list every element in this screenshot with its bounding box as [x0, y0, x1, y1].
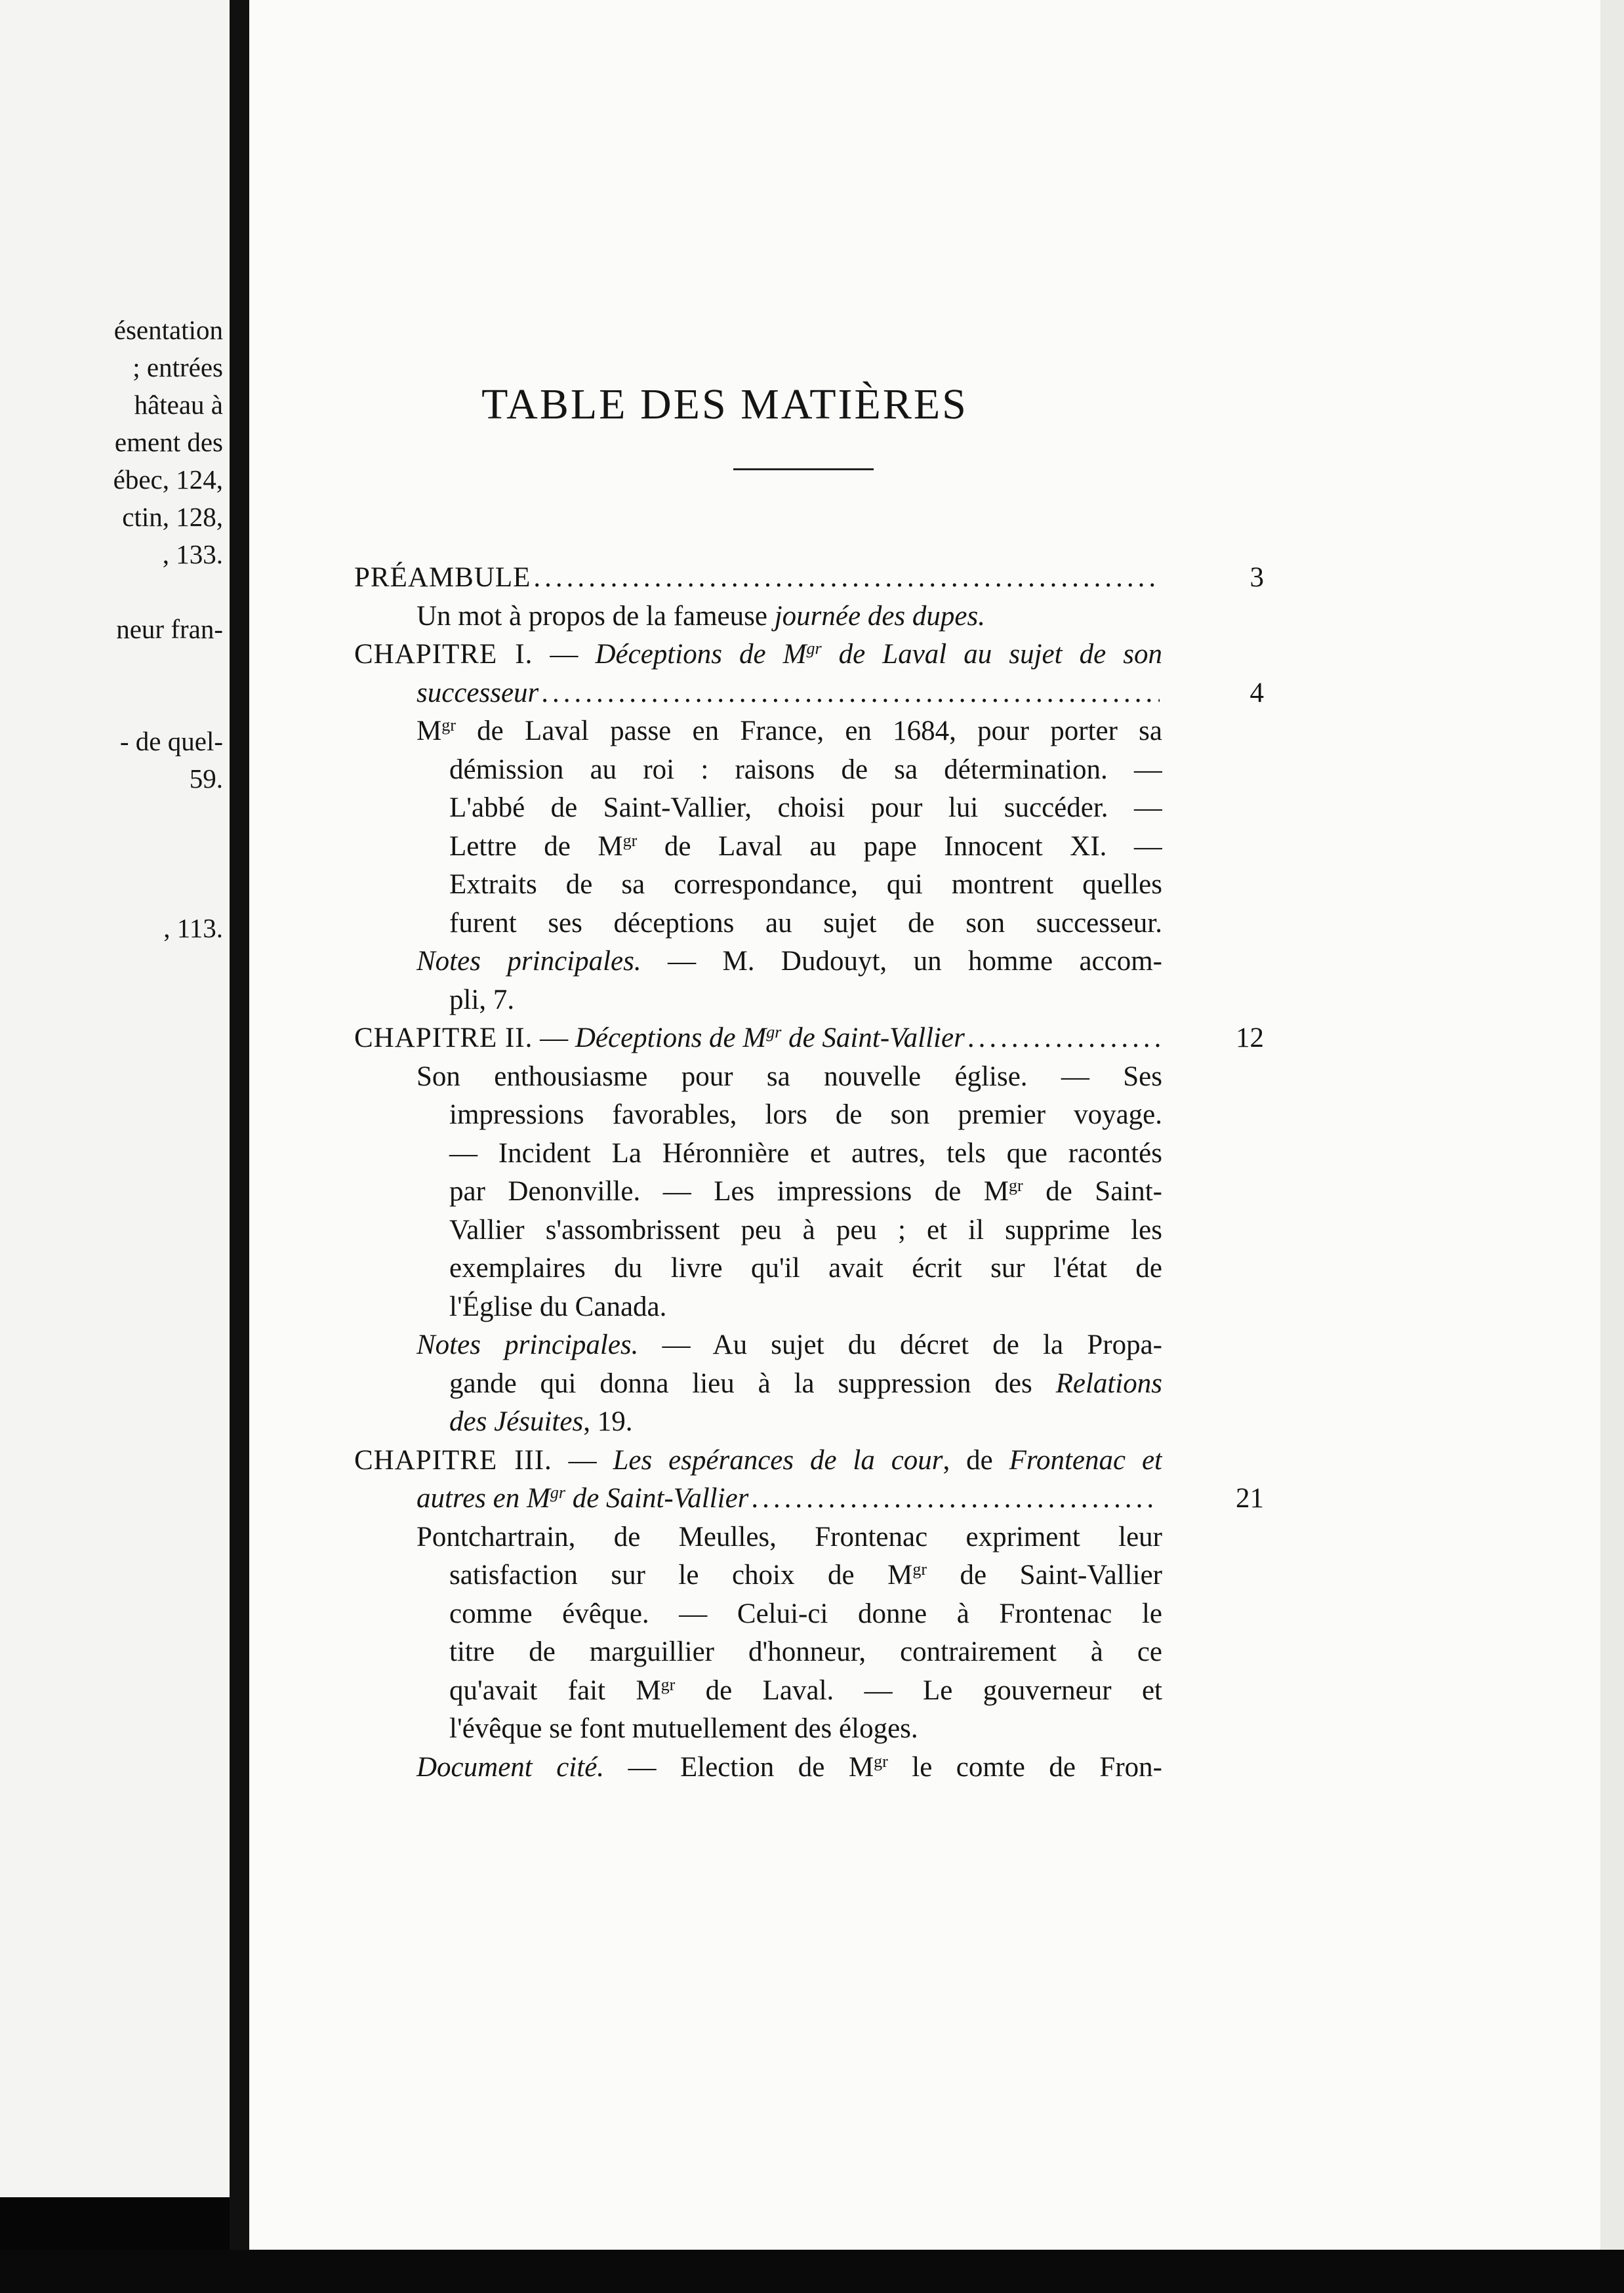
left-page-text-fragments	[0, 312, 223, 947]
book-gutter	[230, 0, 249, 2293]
left-fragment-line	[0, 648, 223, 685]
toc-entry-chapter-3[interactable]: CHAPITRE III. — Les espérances de la cour, de Frontenac et	[354, 1444, 1162, 1476]
summary-text: Un mot à propos de la fameuse	[416, 600, 775, 632]
entry-label: CHAPITRE I.	[354, 639, 533, 670]
notes-line: pli, 7.	[449, 984, 515, 1015]
left-fragment-line: neur fran-	[116, 614, 223, 644]
summary-italic: journée des dupes.	[774, 600, 985, 632]
left-fragment-line: 59.	[189, 763, 223, 794]
left-fragment-line: ; entrées	[132, 352, 223, 382]
left-fragment-line	[0, 573, 223, 611]
entry-summary	[354, 598, 1162, 636]
summary-line: L'abbé de Saint-Vallier, choisi pour lui succéder. —	[449, 792, 1162, 823]
summary-line: Extraits de sa correspondance, qui montrent quelles	[449, 869, 1162, 900]
summary-line: Lettre de $M^{gr}$ de Laval au pape Innocent XI. —	[449, 830, 1162, 862]
page-number: 12	[1236, 1023, 1264, 1053]
summary-line: l'Église du Canada.	[449, 1291, 667, 1322]
notes-line: des Jésuites, 19.	[449, 1406, 633, 1437]
chapter-title-end: successeur	[416, 677, 539, 708]
document-label: Document cité.	[416, 1751, 605, 1783]
notes-label: Notes principales.	[416, 946, 641, 977]
summary-line: qu'avait fait $M^{gr}$ de Laval. — Le gouverneur et	[449, 1674, 1162, 1706]
left-fragment-line: ement des	[114, 427, 223, 457]
summary-line: — Incident La Héronnière et autres, tels que racontés	[449, 1137, 1162, 1169]
left-fragment-line	[0, 685, 223, 723]
left-fragment-line	[0, 872, 223, 910]
toc-entry-chapter-1[interactable]: CHAPITRE I. — Déceptions de $M^{gr}$ de Laval au sujet de son	[354, 639, 1162, 670]
chapter-title-cont	[354, 1480, 1264, 1518]
left-fragment-line: - de quel-	[119, 726, 223, 756]
summary-line: impressions favorables, lors de son premier voyage.	[449, 1099, 1162, 1130]
summary-line: démission au roi : raisons de sa détermination. —	[449, 754, 1162, 785]
left-fragment-line	[0, 798, 223, 835]
summary-line: Pontchartrain, de Meulles, Frontenac expriment leur	[416, 1521, 1162, 1552]
summary-line: titre de marguillier d'honneur, contrairement à ce	[449, 1636, 1162, 1667]
left-page-edge	[0, 0, 230, 2197]
toc-entry-preambule[interactable]	[354, 559, 1264, 598]
page-number: 4	[1249, 677, 1264, 708]
left-fragment-line: ésentation	[113, 315, 223, 345]
title-divider	[733, 468, 874, 470]
notes-line: gande qui donna lieu à la suppression des Relations	[449, 1368, 1162, 1399]
notes-text: — Au sujet du décret de la Propa-	[638, 1329, 1162, 1360]
dot-leader	[967, 1019, 1160, 1058]
left-fragment-line: ébec, 124,	[113, 464, 223, 495]
page-number: 21	[1236, 1483, 1264, 1514]
summary-line: comme évêque. — Celui-ci donne à Frontenac le	[449, 1598, 1162, 1629]
summary-line: l'évêque se font mutuellement des éloges.	[449, 1713, 918, 1744]
left-fragment-line: , 133.	[162, 539, 223, 569]
notes-line	[354, 943, 1162, 981]
summary-line: Son enthousiasme pour sa nouvelle église. — Ses	[416, 1061, 1162, 1092]
summary-line: par Denonville. — Les impressions de $M^{gr}$ de Saint-	[449, 1176, 1162, 1207]
left-fragment-line: ctin, 128,	[122, 502, 223, 532]
chapter-title-cont	[354, 674, 1264, 713]
summary-line: $M^{gr}$ de Laval passe en France, en 1684, pour porter sa	[416, 716, 1162, 746]
left-fragment-line	[0, 835, 223, 872]
entry-label: PRÉAMBULE	[354, 562, 531, 593]
scan-border	[0, 2250, 1624, 2293]
summary-line: satisfaction sur le choix de $M^{gr}$ de Saint-Vallier	[449, 1560, 1162, 1591]
entry-label: CHAPITRE III.	[354, 1444, 552, 1476]
notes-line	[354, 1326, 1162, 1365]
dot-leader	[533, 559, 1160, 598]
notes-text: — M. Dudouyt, un homme accom-	[641, 946, 1162, 977]
document-line: Document cité. — Election de $M^{gr}$ le comte de Fron-	[416, 1751, 1162, 1783]
chapter-title: Déceptions de $M^{gr}$ de Laval au sujet de son	[595, 639, 1162, 670]
summary-line: exemplaires du livre qu'il avait écrit sur l'état de	[449, 1253, 1162, 1284]
chapter-title: Les espérances de la cour	[613, 1444, 943, 1476]
page-number: 3	[1249, 562, 1264, 593]
dot-leader	[751, 1480, 1160, 1518]
notes-label: Notes principales.	[416, 1329, 639, 1360]
chapter-title-end: autres en $M^{gr}$ de Saint-Vallier	[416, 1483, 749, 1514]
toc-entry-chapter-2[interactable]	[354, 1019, 1264, 1058]
summary-line: furent ses déceptions au sujet de son successeur.	[449, 907, 1162, 939]
entry-heading: CHAPITRE II. — Déceptions de $M^{gr}$ de Saint-Vallier	[354, 1023, 965, 1053]
page-edge	[1600, 0, 1624, 2250]
summary-line: Vallier s'assombrissent peu à peu ; et il supprime les	[449, 1214, 1162, 1246]
page-title: TABLE DES MATIÈRES	[481, 380, 968, 429]
left-fragment-line: hâteau à	[134, 390, 223, 420]
dot-leader	[541, 674, 1160, 713]
left-fragment-line: , 113.	[163, 913, 223, 943]
table-of-contents	[354, 559, 1272, 1787]
